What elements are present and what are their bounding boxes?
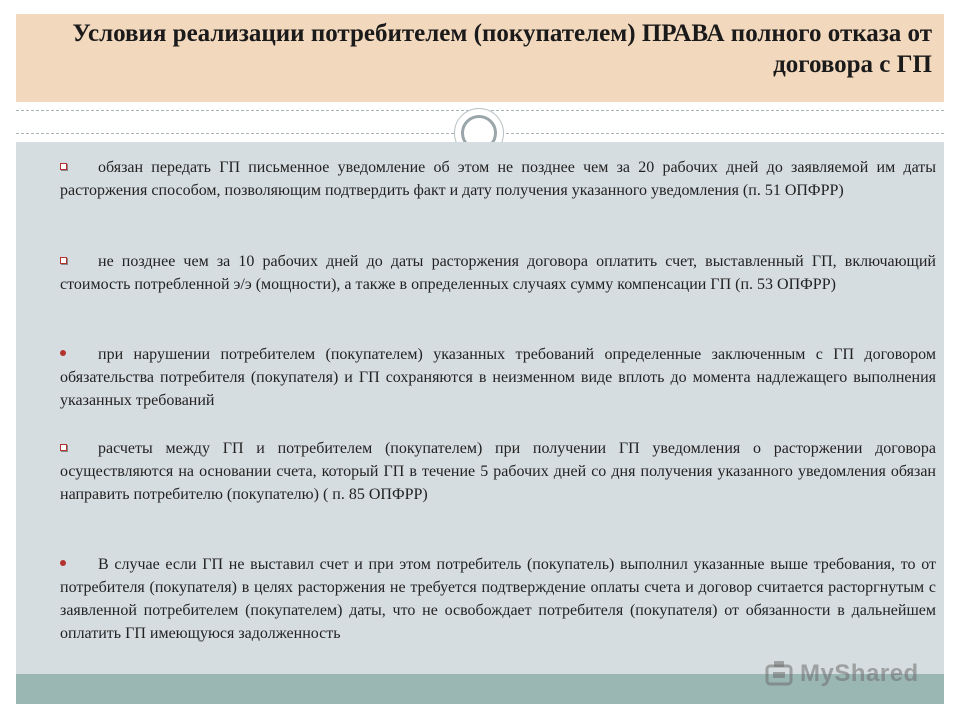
bullet-item-text: при нарушении потребителем (покупателем) указанных требований определенные заключенным с ГП договором обязательства потребителя (покупателя) и ГП сохраняются в неизменном виде вплоть до момента надлежащего выполнения указанных требований: [60, 346, 936, 409]
bullet-item-text: не позднее чем за 10 рабочих дней до даты расторжения договора оплатить счет, выставленный ГП, включающий стоимость потребленной э/э (мощности), а также в определенных случаях сумму компенсации ГП (п. 53 ОПФРР): [60, 253, 936, 293]
square-bullet-icon: [60, 257, 67, 264]
bullet-item-text: В случае если ГП не выставил счет и при этом потребитель (покупатель) выполнил указанные выше требования, то от потребителя (покупателя) в целях расторжения не требуется подтверждение оплаты счета и договор считается расторгнутым с заявленной потребителем (покупателем) даты, что не освобождает потребителя (покупателя) от обязанности в дальнейшем оплатить ГП имеющуюся задолженность: [60, 556, 936, 642]
dot-bullet-icon: [60, 350, 66, 356]
square-bullet-icon: [60, 444, 67, 451]
bullet-item-4: [60, 437, 936, 506]
slide-title: Условия реализации потребителем (покупателем) ПРАВА полного отказа от договора с ГП: [72, 20, 932, 78]
dot-bullet-icon: [60, 560, 66, 566]
watermark-text: MyShared: [800, 660, 919, 687]
square-bullet-icon: [60, 163, 67, 170]
bullet-item-1: [60, 156, 936, 202]
title-bar: [16, 14, 944, 102]
bullet-item-2: [60, 250, 936, 296]
bullet-item-text: обязан передать ГП письменное уведомление об этом не позднее чем за 20 рабочих дней до заявляемой им даты расторжения способом, позволяющим подтвердить факт и дату получения указанного уведомления (п. 51 ОПФРР): [60, 159, 936, 199]
bullet-item-5: [60, 553, 936, 645]
bullet-item-text: расчеты между ГП и потребителем (покупателем) при получении ГП уведомления о расторжении договора осуществляются на основании счета, который ГП в течение 5 рабочих дней со дня получения указанного уведомления обязан направить потребителю (покупателю) ( п. 85 ОПФРР): [60, 440, 936, 503]
bullet-item-3: [60, 343, 936, 412]
myshared-logo-icon: [764, 660, 794, 688]
